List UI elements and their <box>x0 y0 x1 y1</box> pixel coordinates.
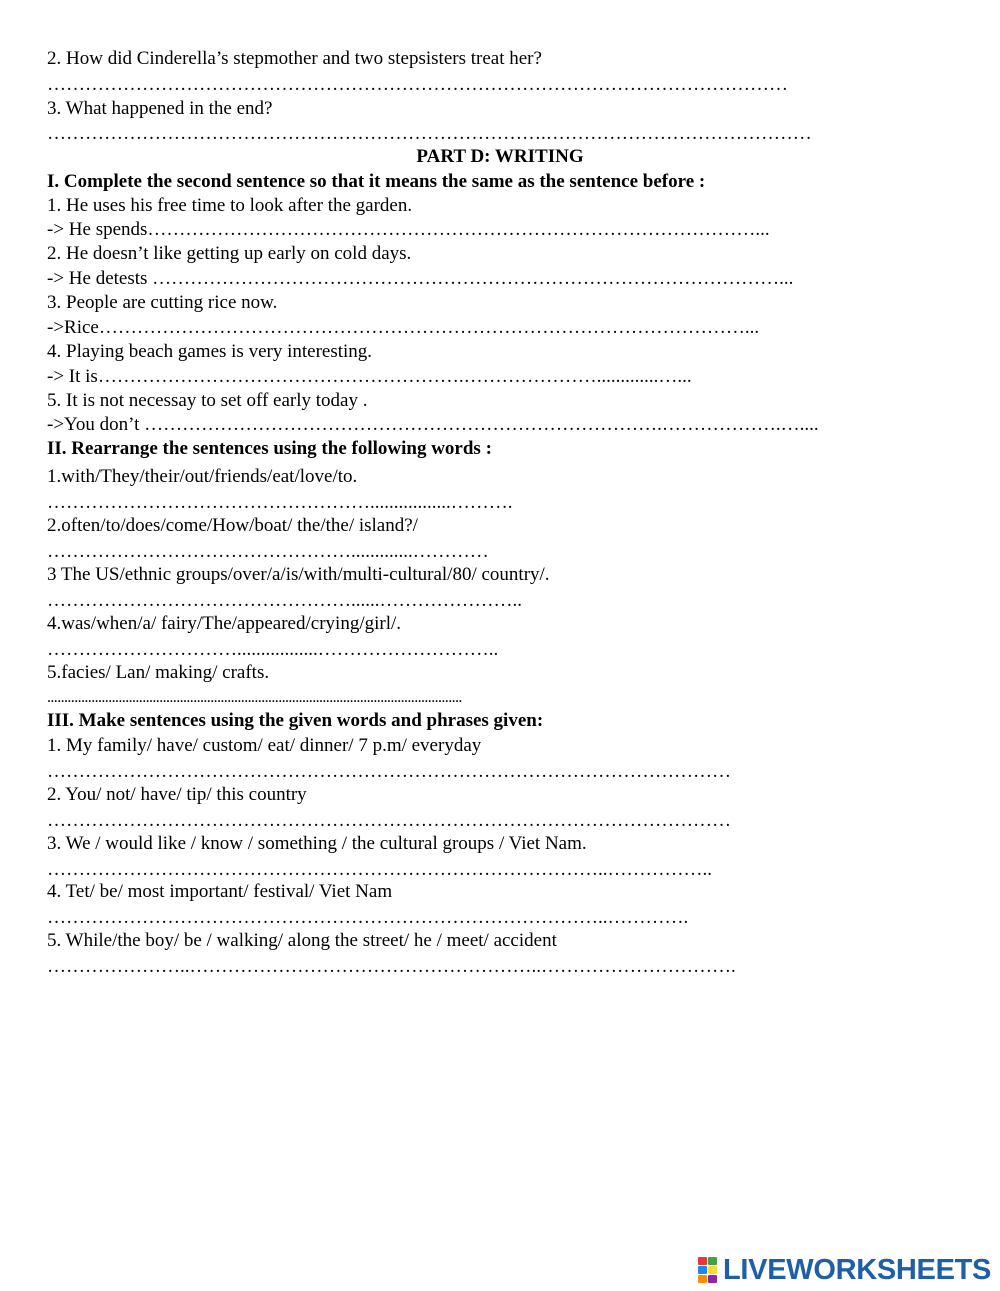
exercise-prompt: 2.often/to/does/come/How/boat/ the/the/ island?/ <box>47 515 418 536</box>
section-heading: III. Make sentences using the given words and phrases given: <box>47 710 544 731</box>
exercise-prompt: 4. Tet/ be/ most important/ festival/ Viet Nam <box>47 881 393 902</box>
logo-block <box>698 1275 707 1283</box>
answer-line[interactable]: -> He spends……………………………………………………………………………………... <box>47 219 770 240</box>
exercise-prompt: 5.facies/ Lan/ making/ crafts. <box>47 662 270 683</box>
exercise-prompt: 4.was/when/a/ fairy/The/appeared/crying/girl/. <box>47 613 402 634</box>
answer-line[interactable]: ……………………………………………………………………………..…………. <box>47 907 689 928</box>
logo-block <box>698 1257 707 1265</box>
answer-line[interactable]: ……………………………………………………………………………………………………… <box>47 74 788 95</box>
answer-line[interactable]: …………………………………………….................………. <box>47 492 513 513</box>
exercise-prompt: 1.with/They/their/out/friends/eat/love/to. <box>47 466 358 487</box>
exercise-sentence: 4. Playing beach games is very interesting. <box>47 341 373 362</box>
answer-line[interactable]: -> He detests ………………………………………………………………………………………... <box>47 268 794 289</box>
reading-question-2: 2. How did Cinderella’s stepmother and two stepsisters treat her? <box>47 48 542 69</box>
answer-line[interactable]: …………………..………………………………………………..…………………………. <box>47 956 736 977</box>
answer-line[interactable]: ->Rice…………………………………………………………………………………………... <box>47 317 760 338</box>
logo-blocks-icon <box>698 1257 718 1283</box>
answer-line[interactable]: …………………………………………………………………….…………………………………… <box>47 123 812 144</box>
exercise-prompt: 5. While/the boy/ be / walking/ along the street/ he / meet/ accident <box>47 930 557 951</box>
answer-line[interactable]: ………………………….................……………………….. <box>47 639 499 660</box>
answer-line[interactable]: …………………………………………......………………….. <box>47 590 522 611</box>
logo-block <box>698 1266 707 1274</box>
exercise-sentence: 1. He uses his free time to look after the garden. <box>47 195 413 216</box>
exercise-prompt: 2. You/ not/ have/ tip/ this country <box>47 784 307 805</box>
exercise-sentence: 5. It is not necessay to set off early today . <box>47 390 368 411</box>
logo-text: LIVEWORKSHEETS <box>723 1253 992 1286</box>
exercise-prompt: 3 The US/ethnic groups/over/a/is/with/multi-cultural/80/ country/. <box>47 564 550 585</box>
logo-block <box>708 1275 717 1283</box>
answer-line[interactable]: ……………………………………………………………………………..…………….. <box>47 859 712 880</box>
liveworksheets-logo <box>698 1253 991 1287</box>
answer-line[interactable]: ->You don’t ……………………………………………………………………….……………….….... <box>47 414 819 435</box>
reading-question-3: 3. What happened in the end? <box>47 98 273 119</box>
answer-line[interactable]: ……………………………………………………………………………………………… <box>47 761 731 782</box>
section-heading: I. Complete the second sentence so that it means the same as the sentence before : <box>47 171 706 192</box>
exercise-prompt: 3. We / would like / know / something / the cultural groups / Viet Nam. <box>47 833 587 854</box>
logo-block <box>708 1257 717 1265</box>
logo-block <box>708 1266 717 1274</box>
exercise-prompt: 1. My family/ have/ custom/ eat/ dinner/ 7 p.m/ everyday <box>47 735 482 756</box>
answer-line[interactable]: ……………………………………………………………………………………………… <box>47 810 731 831</box>
answer-line[interactable]: ………………………………………….............………… <box>47 541 489 562</box>
section-heading: II. Rearrange the sentences using the following words : <box>47 438 492 459</box>
answer-line[interactable]: .......................................................................................................................... <box>47 689 462 706</box>
exercise-sentence: 3. People are cutting rice now. <box>47 292 278 313</box>
exercise-sentence: 2. He doesn’t like getting up early on cold days. <box>47 243 412 264</box>
answer-line[interactable]: -> It is………………………………………………….………………….............…... <box>47 366 692 387</box>
part-title: PART D: WRITING <box>416 146 584 167</box>
